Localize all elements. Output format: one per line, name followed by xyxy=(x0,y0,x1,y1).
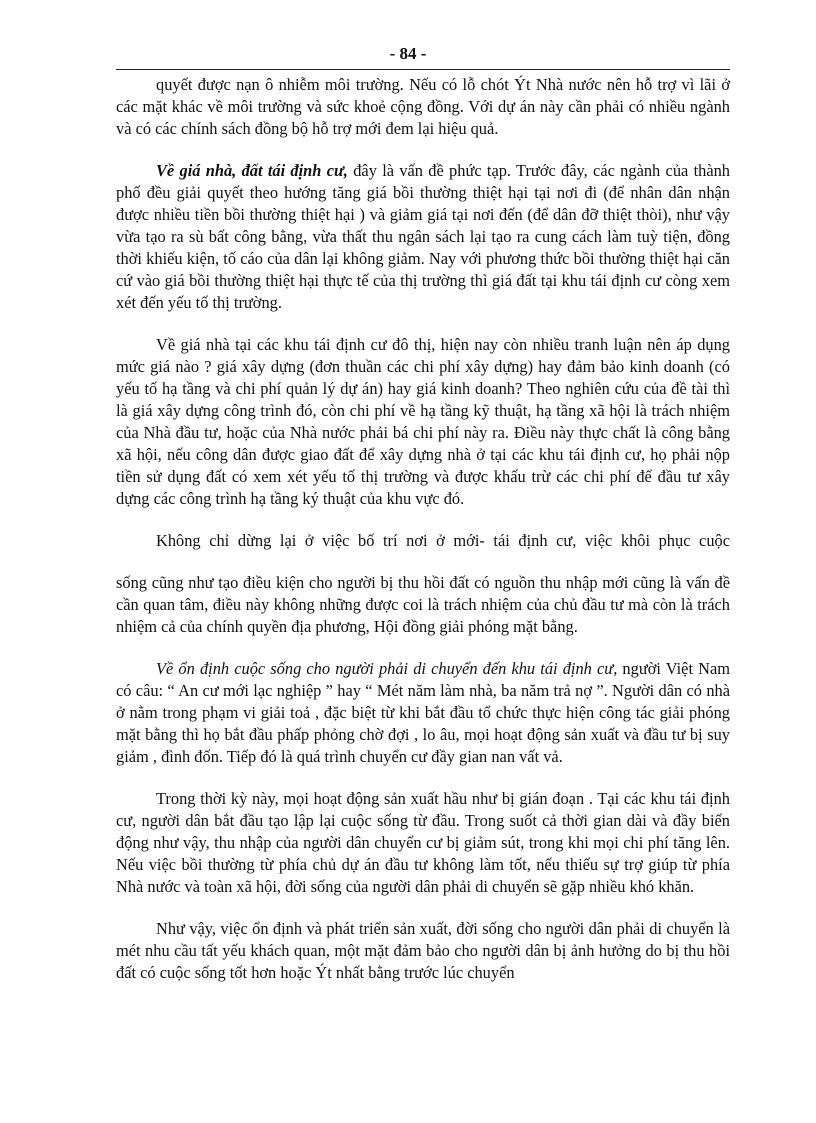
paragraph-6-body: người Việt Nam có câu: “ An cư mới lạc nghiệp ” hay “ Mét năm làm nhà, ba năm trả nợ ”. Người dân có nhà ở nằm trong phạm vi giải toả , đặc biệt từ khi bắt đầu tổ chức thực hiện công tác giải phóng mặt bằng thì họ bắt đầu phấp phỏng chờ đợi , lo âu, mọi hoạt động sản xuất và đầu tư bị suy giảm , đình đốn. Tiếp đó là quá trình chuyển cư đầy gian nan vất vả. xyxy=(116,659,730,766)
header-rule xyxy=(116,69,730,70)
document-body xyxy=(116,74,730,984)
paragraph-2 xyxy=(116,160,730,314)
paragraph-8: Như vậy, việc ổn định và phát triển sản xuất, đời sống cho người dân phải di chuyển là mét nhu cầu tất yếu khách quan, một mặt đảm bảo cho người dân bị ảnh hưởng do bị thu hồi đất có cuộc sống tốt hơn hoặc Ýt nhất bằng trước lúc chuyển xyxy=(116,919,730,982)
paragraph-6-lead: Về ổn định cuộc sống cho người phải di chuyển đến khu tái định cư, xyxy=(156,659,618,678)
paragraph-2-body: đây là vấn đề phức tạp. Trước đây, các ngành của thành phố đều giải quyết theo hướng tăng giá bồi thường thiệt hại tại nơi đi (để nhân dân nhận được nhiều tiền bồi thường thiệt hại ) và giảm giá tại nơi đến (để dân đỡ thiệt thòi), như vậy vừa tạo ra sù bất công bằng, vừa thất thu ngân sách lại tạo ra cung cách làm tuỳ tiện, đồng thời khiếu kiện, tố cáo của dân lại không giảm. Nay với phương thức bồi thường thiệt hại căn cứ vào giá bồi thường thiệt hại thực tế của thị trường thì giá đất tại khu tái định cư còng xem xét đến yếu tố thị trường. xyxy=(116,161,731,312)
paragraph-2-lead: Về giá nhà, đất tái định cư, xyxy=(156,161,348,180)
paragraph-3: Về giá nhà tại các khu tái định cư đô thị, hiện nay còn nhiều tranh luận nên áp dụng mức giá nào ? giá xây dựng (đơn thuần các chi phí xây dựng) hay đảm bảo kinh doanh (có yếu tố hạ tầng và chi phí quản lý dự án) hay giá kinh doanh? Theo nghiên cứu của đề tài thì là giá xây dựng công trình đó, còn chi phí về hạ tầng kỹ thuật, hạ tầng xã hội là trách nhiệm của Nhà đầu tư, hoặc của Nhà nước phải bá chi phí này ra. Điều này thực chất là công bằng xã hội, nếu công dân được giao đất để xây dựng nhà ở tại các khu tái định cư, họ phải nộp tiền sử dụng đất có xem xét yếu tố thị trường và được khấu trừ các chi phí để đầu tư xây dựng các công trình hạ tầng ký thuật của khu vực đó. xyxy=(116,335,730,508)
paragraph-4: Không chỉ dừng lại ở việc bố trí nơi ở mới- tái định cư, việc khôi phục cuộc xyxy=(156,531,730,550)
paragraph-7: Trong thời kỳ này, mọi hoạt động sản xuất hầu như bị gián đoạn . Tại các khu tái định cư, người dân bắt đầu tạo lập lại cuộc sống từ đầu. Trong suốt cả thời gian dài và đầy biến động như vậy, thu nhập của người dân chuyển cư bị giảm sút, trong khi mọi chi phí tăng lên. Nếu việc bồi thường từ phía chủ dự án đầu tư không làm tốt, nếu thiếu sự trợ giúp từ phía Nhà nước và toàn xã hội, đời sống của người dân phải di chuyển sẽ gặp nhiều khó khăn. xyxy=(116,789,730,896)
page-number: - 84 - xyxy=(389,44,427,63)
paragraph-1: quyết được nạn ô nhiễm môi trường. Nếu có lỗ chót Ýt Nhà nước nên hỗ trợ vì lãi ở các mặt khác về môi trường và sức khoẻ cộng đồng. Với dự án này cần phải có nhiều ngành và có các chính sách đồng bộ hỗ trợ mới đem lại hiệu quả. xyxy=(116,75,730,138)
paragraph-6 xyxy=(116,658,730,768)
paragraph-5: sống cũng như tạo điều kiện cho người bị thu hồi đất có nguồn thu nhập mới cũng là vấn đề cần quan tâm, điều này không những được coi là trách nhiệm của chủ đầu tư mà còn là trách nhiệm cả của chính quyền địa phương, Hội đồng giải phóng mặt bằng. xyxy=(116,573,730,636)
